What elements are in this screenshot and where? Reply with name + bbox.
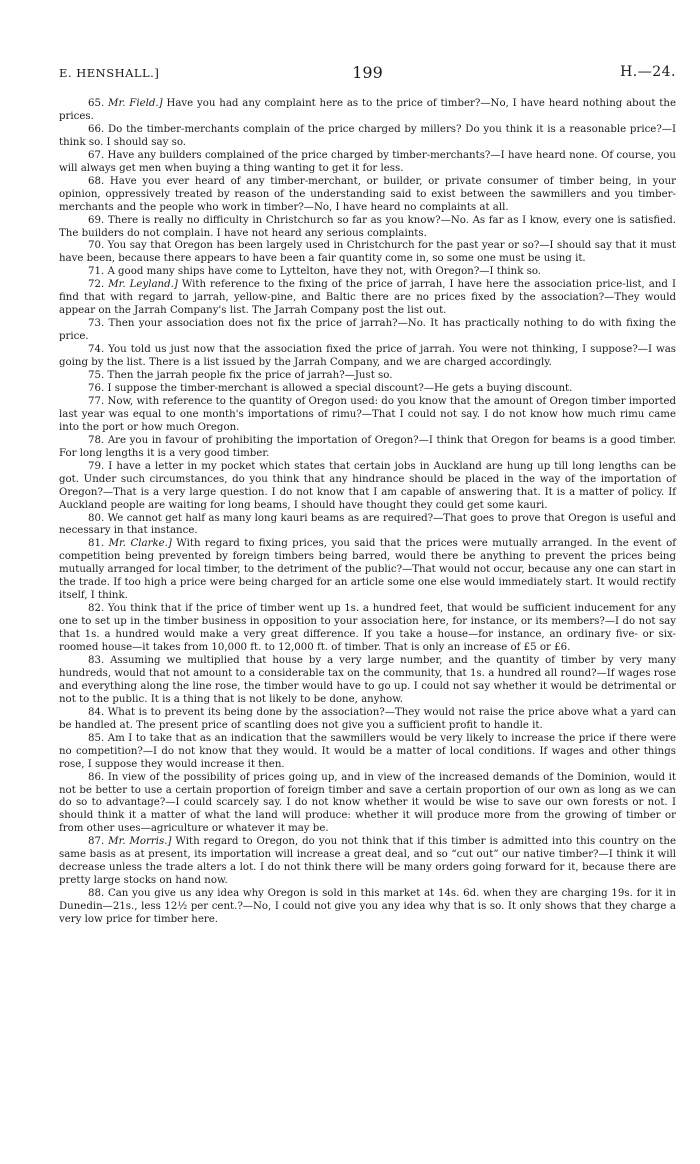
question-paragraph xyxy=(59,513,676,539)
speaker-label: Mr. Clarke.] xyxy=(108,538,172,550)
question-paragraph xyxy=(59,150,676,176)
question-answer-text: I have a letter in my pocket which states that certain jobs in Auckland are hung up till long lengths can be got. Under such circumstances, do you think that any hindrance should be placed in the way of the importation of Oregon?—That is a very large question. I do not know that I am capable of answering that. It is a matter of policy. If Auckland people are waiting for long beams, I should have thought they could get some kauri. xyxy=(59,460,676,511)
question-number: 71. xyxy=(88,266,105,278)
question-answer-text: In view of the possibility of prices going up, and in view of the increased demands of the Dominion, would it not be better to use a certain proportion of foreign timber and save a certain proportion of our own as long as we can do so to advantage?—I could scarcely say. I do not know whether it would be wise to save our own forests or not. I should think it a matter of what the land will produce: whether it will produce more from the growing of timber or from other uses—agriculture or whatever it may be. xyxy=(59,771,676,835)
question-answer-text: Now, with reference to the quantity of Oregon used: do you know that the amount of Oregon timber imported last year was equal to one month's importations of rimu?—That I could not say. I do not know how much rimu came into the port or how much Oregon. xyxy=(59,395,676,433)
question-answer-text: Then your association does not fix the price of jarrah?—No. It has practically nothing to do with fixing the price. xyxy=(59,318,676,343)
question-number: 78. xyxy=(88,434,105,446)
question-number: 86. xyxy=(88,771,105,783)
question-paragraph xyxy=(59,707,676,733)
question-answer-text: With regard to Oregon, do you not think that if this timber is admitted into this country on the same basis as at present, its importation will increase a great deal, and so “cut out” our native timber?—I think it will decrease unless the trade alters a lot. I do not think there will be many orders going forward for it, because there are pretty large stocks on hand now. xyxy=(59,836,676,887)
question-number: 72. xyxy=(88,279,105,291)
question-number: 67. xyxy=(88,149,105,161)
question-answer-text: Have you ever heard of any timber-merchant, or builder, or private consumer of timber being, in your opinion, oppressively treated by reason of the understanding said to exist between the sawmillers and you timber-merchants and the people who work in timber?—No, I have heard no complaints at all. xyxy=(59,175,676,213)
question-paragraph xyxy=(59,435,676,461)
question-number: 84. xyxy=(88,706,105,718)
question-number: 83. xyxy=(88,654,105,666)
question-answer-text: Do the timber-merchants complain of the price charged by millers? Do you think it is a reasonable price?—I think so. I should say so. xyxy=(59,123,676,148)
question-paragraph xyxy=(59,215,676,241)
question-paragraph xyxy=(59,318,676,344)
question-paragraph xyxy=(59,370,676,383)
question-number: 79. xyxy=(88,460,105,472)
question-number: 75. xyxy=(88,370,105,382)
question-number: 65. xyxy=(88,98,105,109)
witness-name: E. HENSHALL.] xyxy=(59,66,160,80)
question-paragraph xyxy=(59,396,676,435)
page-number: 199 xyxy=(352,63,383,82)
question-answer-text: We cannot get half as many long kauri beams as are required?—That goes to prove that Oregon is useful and necessary in that instance. xyxy=(59,512,676,537)
speaker-label: Mr. Morris.] xyxy=(108,836,172,848)
question-answer-text: Am I to take that as an indication that the sawmillers would be very likely to increase the price if there were no competition?—I do not know that they would. It would be a matter of local conditions. If wages and other things rose, I suppose they would increase it then. xyxy=(59,732,676,770)
page-header xyxy=(59,63,676,86)
question-answer-text: Can you give us any idea why Oregon is sold in this market at 14s. 6d. when they are charging 19s. for it in Dunedin—21s., less 12½ per cent.?—No, I could not give you any idea why that is so. It only shows that they charge a very low price for timber here. xyxy=(59,888,676,926)
question-number: 77. xyxy=(88,395,105,407)
document-body xyxy=(59,98,676,927)
question-answer-text: You say that Oregon has been largely used in Christchurch for the past year or so?—I should say that it must have been, because there appears to have been a fair quantity come in, so some one must be using it. xyxy=(59,240,676,265)
document-reference: H.—24. xyxy=(620,64,676,80)
question-number: 81. xyxy=(88,538,105,550)
question-answer-text: With regard to fixing prices, you said that the prices were mutually arranged. In the event of competition being prevented by foreign timbers being barred, would there be anything to prevent the prices being mutually arranged for local timber, to the detriment of the public?—That would not occur, because any one can start in the trade. If too high a price were being charged for an article some one else would immediately start. It would rectify itself, I think. xyxy=(59,538,676,602)
question-paragraph xyxy=(59,240,676,266)
question-number: 80. xyxy=(88,512,105,524)
question-answer-text: You think that if the price of timber went up 1s. a hundred feet, that would be sufficient inducement for any one to set up in the timber business in opposition to your association here, for instance, or its members?—I do not say that 1s. a hundred would make a very great difference. If you take a house—for instance, an ordinary five- or six-roomed house—it takes from 10,000 ft. to 12,000 ft. of timber. That is only an increase of £5 or £6. xyxy=(59,603,676,654)
question-number: 66. xyxy=(88,123,105,135)
question-answer-text: What is to prevent its being done by the association?—They would not raise the price above what a yard can be handled at. The present price of scantling does not give you a sufficient profit to handle it. xyxy=(59,706,676,731)
question-paragraph xyxy=(59,176,676,215)
question-paragraph xyxy=(59,888,676,927)
question-answer-text: Have you had any complaint here as to the price of timber?—No, I have heard nothing about the prices. xyxy=(59,98,676,122)
question-paragraph xyxy=(59,383,676,396)
question-answer-text: Assuming we multiplied that house by a very large number, and the quantity of timber by very many hundreds, would that not amount to a considerable tax on the community, that 1s. a hundred all round?—If wages rose and everything along the line rose, the timber would have to go up. I could not say whether it would be detrimental or not to the public. It is a thing that is not likely to be done, anyhow. xyxy=(59,654,676,705)
question-number: 69. xyxy=(88,214,105,226)
question-answer-text: You told us just now that the association fixed the price of jarrah. You were not thinking, I suppose?—I was going by the list. There is a list issued by the Jarrah Company, and we are charged accordingly. xyxy=(59,344,676,369)
question-number: 74. xyxy=(88,344,105,356)
question-paragraph xyxy=(59,98,676,124)
question-answer-text: A good many ships have come to Lyttelton, have they not, with Oregon?—I think so. xyxy=(104,266,542,278)
question-paragraph xyxy=(59,266,676,279)
question-answer-text: Are you in favour of prohibiting the importation of Oregon?—I think that Oregon for beams is a good timber. For long lengths it is a very good timber. xyxy=(59,434,676,459)
question-paragraph xyxy=(59,279,676,318)
question-number: 87. xyxy=(88,836,105,848)
question-number: 70. xyxy=(88,240,105,252)
question-number: 88. xyxy=(88,888,105,900)
question-paragraph xyxy=(59,836,676,888)
question-number: 76. xyxy=(88,382,105,394)
question-number: 68. xyxy=(88,175,105,187)
question-paragraph xyxy=(59,603,676,655)
question-answer-text: With reference to the fixing of the price of jarrah, I have here the association price-list, and I find that with regard to jarrah, yellow-pine, and Baltic there are no prices fixed by the association?—They would appear on the Jarrah Company's list. The Jarrah Company post the list out. xyxy=(59,279,676,317)
question-answer-text: Then the jarrah people fix the price of jarrah?—Just so. xyxy=(104,370,393,382)
speaker-label: Mr. Field.] xyxy=(108,98,163,109)
question-paragraph xyxy=(59,124,676,150)
question-number: 82. xyxy=(88,603,105,615)
question-number: 73. xyxy=(88,318,105,330)
question-answer-text: I suppose the timber-merchant is allowed a special discount?—He gets a buying discount. xyxy=(104,382,573,394)
question-paragraph xyxy=(59,538,676,603)
question-paragraph xyxy=(59,461,676,513)
speaker-label: Mr. Leyland.] xyxy=(108,279,178,291)
question-paragraph xyxy=(59,655,676,707)
question-answer-text: Have any builders complained of the price charged by timber-merchants?—I have heard none. Of course, you will always get men when buying a thing wanting to get it for less. xyxy=(59,149,676,174)
question-paragraph xyxy=(59,772,676,837)
question-answer-text: There is really no difficulty in Christchurch so far as you know?—No. As far as I know, every one is satisfied. The builders do not complain. I have not heard any serious complaints. xyxy=(59,214,676,239)
question-paragraph xyxy=(59,344,676,370)
question-number: 85. xyxy=(88,732,105,744)
question-paragraph xyxy=(59,733,676,772)
